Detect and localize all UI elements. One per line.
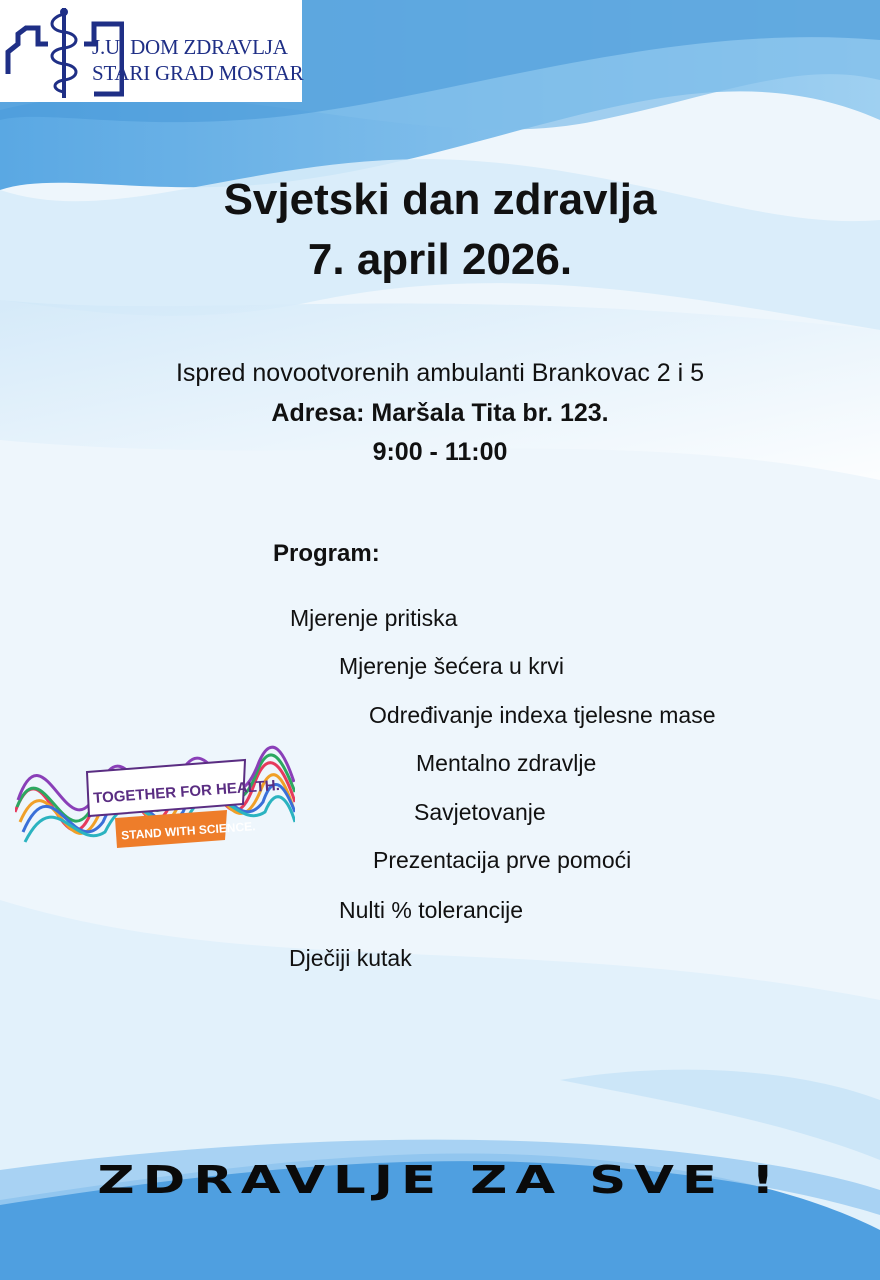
event-time: 9:00 - 11:00 — [372, 438, 508, 466]
program-item: Određivanje indexa tjelesne mase — [369, 702, 716, 728]
program-heading: Program: — [273, 540, 380, 567]
logo-line-2: STARI GRAD MOSTAR — [92, 61, 304, 85]
logo-line-1: J.U. DOM ZDRAVLJA — [92, 35, 288, 59]
clinic-logo — [0, 0, 302, 102]
program-item: Mjerenje pritiska — [290, 605, 458, 631]
program-item: Savjetovanje — [414, 799, 546, 825]
program-item: Mjerenje šećera u krvi — [339, 653, 564, 679]
footer-slogan: ZDRAVLJE ZA SVE ! — [97, 1158, 783, 1202]
program-item: Nulti % tolerancije — [339, 897, 524, 923]
badge-line-1: TOGETHER FOR HEALTH. — [92, 776, 281, 807]
event-location: Ispred novootvorenih ambulanti Brankovac 2 i 5 — [175, 359, 705, 387]
event-address: Adresa: Maršala Tita br. 123. — [271, 399, 609, 427]
program-item: Prezentacija prve pomoći — [373, 847, 632, 873]
event-date: 7. april 2026. — [307, 235, 573, 284]
program-item: Dječiji kutak — [289, 945, 412, 971]
program-item: Mentalno zdravlje — [416, 750, 597, 776]
event-title: Svjetski dan zdravlja — [223, 175, 657, 224]
together-for-health-badge — [15, 712, 295, 884]
badge-line-2: STAND WITH SCIENCE. — [120, 819, 256, 843]
